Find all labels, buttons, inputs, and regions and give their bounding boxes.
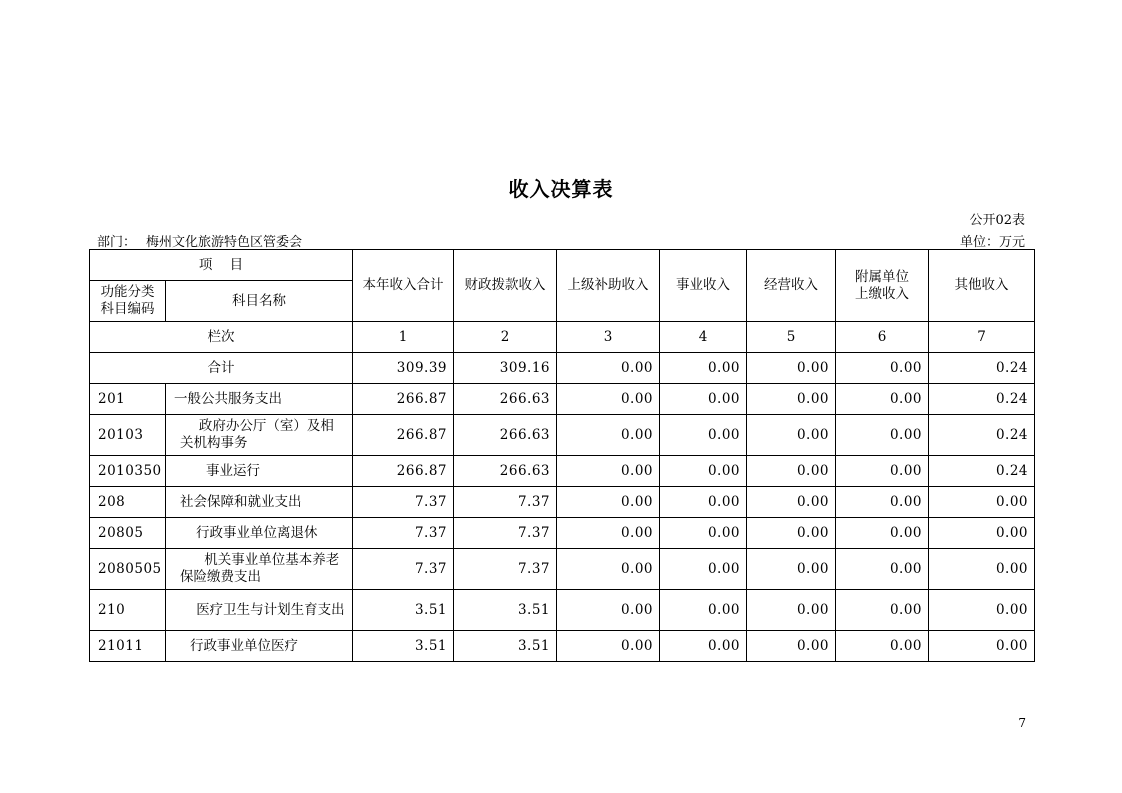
value-cell: 0.00 (836, 518, 929, 549)
col-num: 7 (929, 322, 1035, 353)
table-row (90, 518, 1035, 549)
subject-name-cell: 一般公共服务支出 (166, 384, 353, 415)
value-cell: 0.00 (929, 590, 1035, 631)
total-label: 合计 (90, 353, 353, 384)
value-cell: 0.00 (747, 590, 836, 631)
table-row (90, 415, 1035, 456)
report-title: 收入决算表 (508, 177, 614, 201)
total-cell: 309.39 (353, 353, 454, 384)
col-header-superior-subsidy: 上级补助收入 (557, 250, 660, 322)
func-code-cell: 201 (90, 384, 166, 415)
value-cell: 0.00 (557, 456, 660, 487)
subject-name-cell (166, 415, 353, 456)
col-num: 1 (353, 322, 454, 353)
col-header-other: 其他收入 (929, 250, 1035, 322)
value-cell: 0.00 (557, 518, 660, 549)
value-cell: 0.00 (747, 384, 836, 415)
col-header-affiliated: 附属单位上缴收入 (836, 250, 929, 322)
value-cell: 0.00 (747, 549, 836, 590)
func-code-cell: 208 (90, 487, 166, 518)
func-code-cell: 2080505 (90, 549, 166, 590)
value-cell: 0.00 (557, 590, 660, 631)
value-cell: 0.24 (929, 456, 1035, 487)
column-number-row (90, 322, 1035, 353)
value-cell: 0.00 (660, 487, 747, 518)
value-cell: 0.00 (836, 384, 929, 415)
page-number: 7 (1018, 716, 1026, 730)
value-cell: 0.00 (660, 518, 747, 549)
value-cell: 0.00 (747, 487, 836, 518)
table-row (90, 590, 1035, 631)
table-row (90, 384, 1035, 415)
value-cell: 0.24 (929, 415, 1035, 456)
subject-name-cell (166, 590, 353, 631)
value-cell: 266.63 (454, 415, 557, 456)
col-header-total: 本年收入合计 (353, 250, 454, 322)
value-cell: 0.00 (747, 631, 836, 662)
subject-name-cell: 行政事业单位医疗 (166, 631, 353, 662)
value-cell: 0.00 (747, 456, 836, 487)
col-header-operating: 经营收入 (747, 250, 836, 322)
value-cell: 0.00 (836, 487, 929, 518)
value-cell: 0.00 (836, 590, 929, 631)
value-cell: 0.24 (929, 384, 1035, 415)
value-cell: 0.00 (929, 549, 1035, 590)
col-num: 5 (747, 322, 836, 353)
value-cell: 0.00 (660, 456, 747, 487)
value-cell: 266.87 (353, 456, 454, 487)
table-row (90, 549, 1035, 590)
value-cell: 7.37 (353, 487, 454, 518)
value-cell: 266.87 (353, 415, 454, 456)
subject-name-cell: 事业运行 (166, 456, 353, 487)
value-cell: 0.00 (836, 415, 929, 456)
total-cell: 0.00 (557, 353, 660, 384)
value-cell: 0.00 (929, 487, 1035, 518)
col-header-fiscal: 财政拨款收入 (454, 250, 557, 322)
value-cell: 7.37 (353, 518, 454, 549)
department-label: 部门： (97, 235, 137, 250)
func-code-cell: 21011 (90, 631, 166, 662)
subject-name-header: 科目名称 (166, 281, 353, 322)
value-cell: 0.00 (929, 631, 1035, 662)
func-code-header: 功能分类科目编码 (90, 281, 166, 322)
value-cell: 3.51 (353, 631, 454, 662)
value-cell: 3.51 (353, 590, 454, 631)
header-row-1 (90, 250, 1035, 281)
value-cell: 0.00 (747, 518, 836, 549)
total-cell: 0.00 (836, 353, 929, 384)
unit-label: 单位：万元 (959, 235, 1025, 250)
subject-name-cell: 行政事业单位离退休 (166, 518, 353, 549)
subject-name-text: 医疗卫生与计划生育支出 (196, 601, 345, 618)
subject-name-text: 机关事业单位基本养老保险缴费支出 (180, 552, 340, 585)
value-cell: 0.00 (836, 631, 929, 662)
value-cell: 0.00 (557, 384, 660, 415)
value-cell: 0.00 (557, 631, 660, 662)
value-cell: 3.51 (454, 590, 557, 631)
value-cell: 0.00 (747, 415, 836, 456)
col-num: 6 (836, 322, 929, 353)
value-cell: 7.37 (454, 487, 557, 518)
value-cell: 0.00 (660, 549, 747, 590)
form-number: 公开02表 (969, 213, 1025, 228)
subject-name-cell: 社会保障和就业支出 (166, 487, 353, 518)
value-cell: 0.00 (660, 415, 747, 456)
table-row (90, 487, 1035, 518)
func-code-cell: 210 (90, 590, 166, 631)
col-num: 3 (557, 322, 660, 353)
value-cell: 0.00 (557, 487, 660, 518)
value-cell: 266.63 (454, 384, 557, 415)
table-row (90, 631, 1035, 662)
value-cell: 0.00 (557, 415, 660, 456)
value-cell: 0.00 (557, 549, 660, 590)
value-cell: 0.00 (836, 549, 929, 590)
project-header: 项 目 (90, 250, 353, 281)
total-cell: 309.16 (454, 353, 557, 384)
value-cell: 0.00 (929, 518, 1035, 549)
value-cell: 0.00 (660, 384, 747, 415)
total-cell: 0.00 (747, 353, 836, 384)
value-cell: 7.37 (454, 549, 557, 590)
department-line (97, 231, 302, 250)
value-cell: 0.00 (660, 631, 747, 662)
value-cell: 7.37 (454, 518, 557, 549)
total-cell: 0.24 (929, 353, 1035, 384)
lanci-label: 栏次 (90, 322, 353, 353)
value-cell: 266.87 (353, 384, 454, 415)
value-cell: 0.00 (836, 456, 929, 487)
department-value: 梅州文化旅游特色区管委会 (146, 235, 303, 250)
value-cell: 3.51 (454, 631, 557, 662)
col-header-business: 事业收入 (660, 250, 747, 322)
subject-name-text: 政府办公厅（室）及相关机构事务 (180, 418, 334, 451)
income-settlement-table (89, 249, 1035, 662)
func-code-cell: 2010350 (90, 456, 166, 487)
value-cell: 266.63 (454, 456, 557, 487)
col-num: 2 (454, 322, 557, 353)
subject-name-cell (166, 549, 353, 590)
func-code-cell: 20103 (90, 415, 166, 456)
table-row (90, 456, 1035, 487)
value-cell: 7.37 (353, 549, 454, 590)
total-row (90, 353, 1035, 384)
total-cell: 0.00 (660, 353, 747, 384)
func-code-cell: 20805 (90, 518, 166, 549)
col-num: 4 (660, 322, 747, 353)
value-cell: 0.00 (660, 590, 747, 631)
